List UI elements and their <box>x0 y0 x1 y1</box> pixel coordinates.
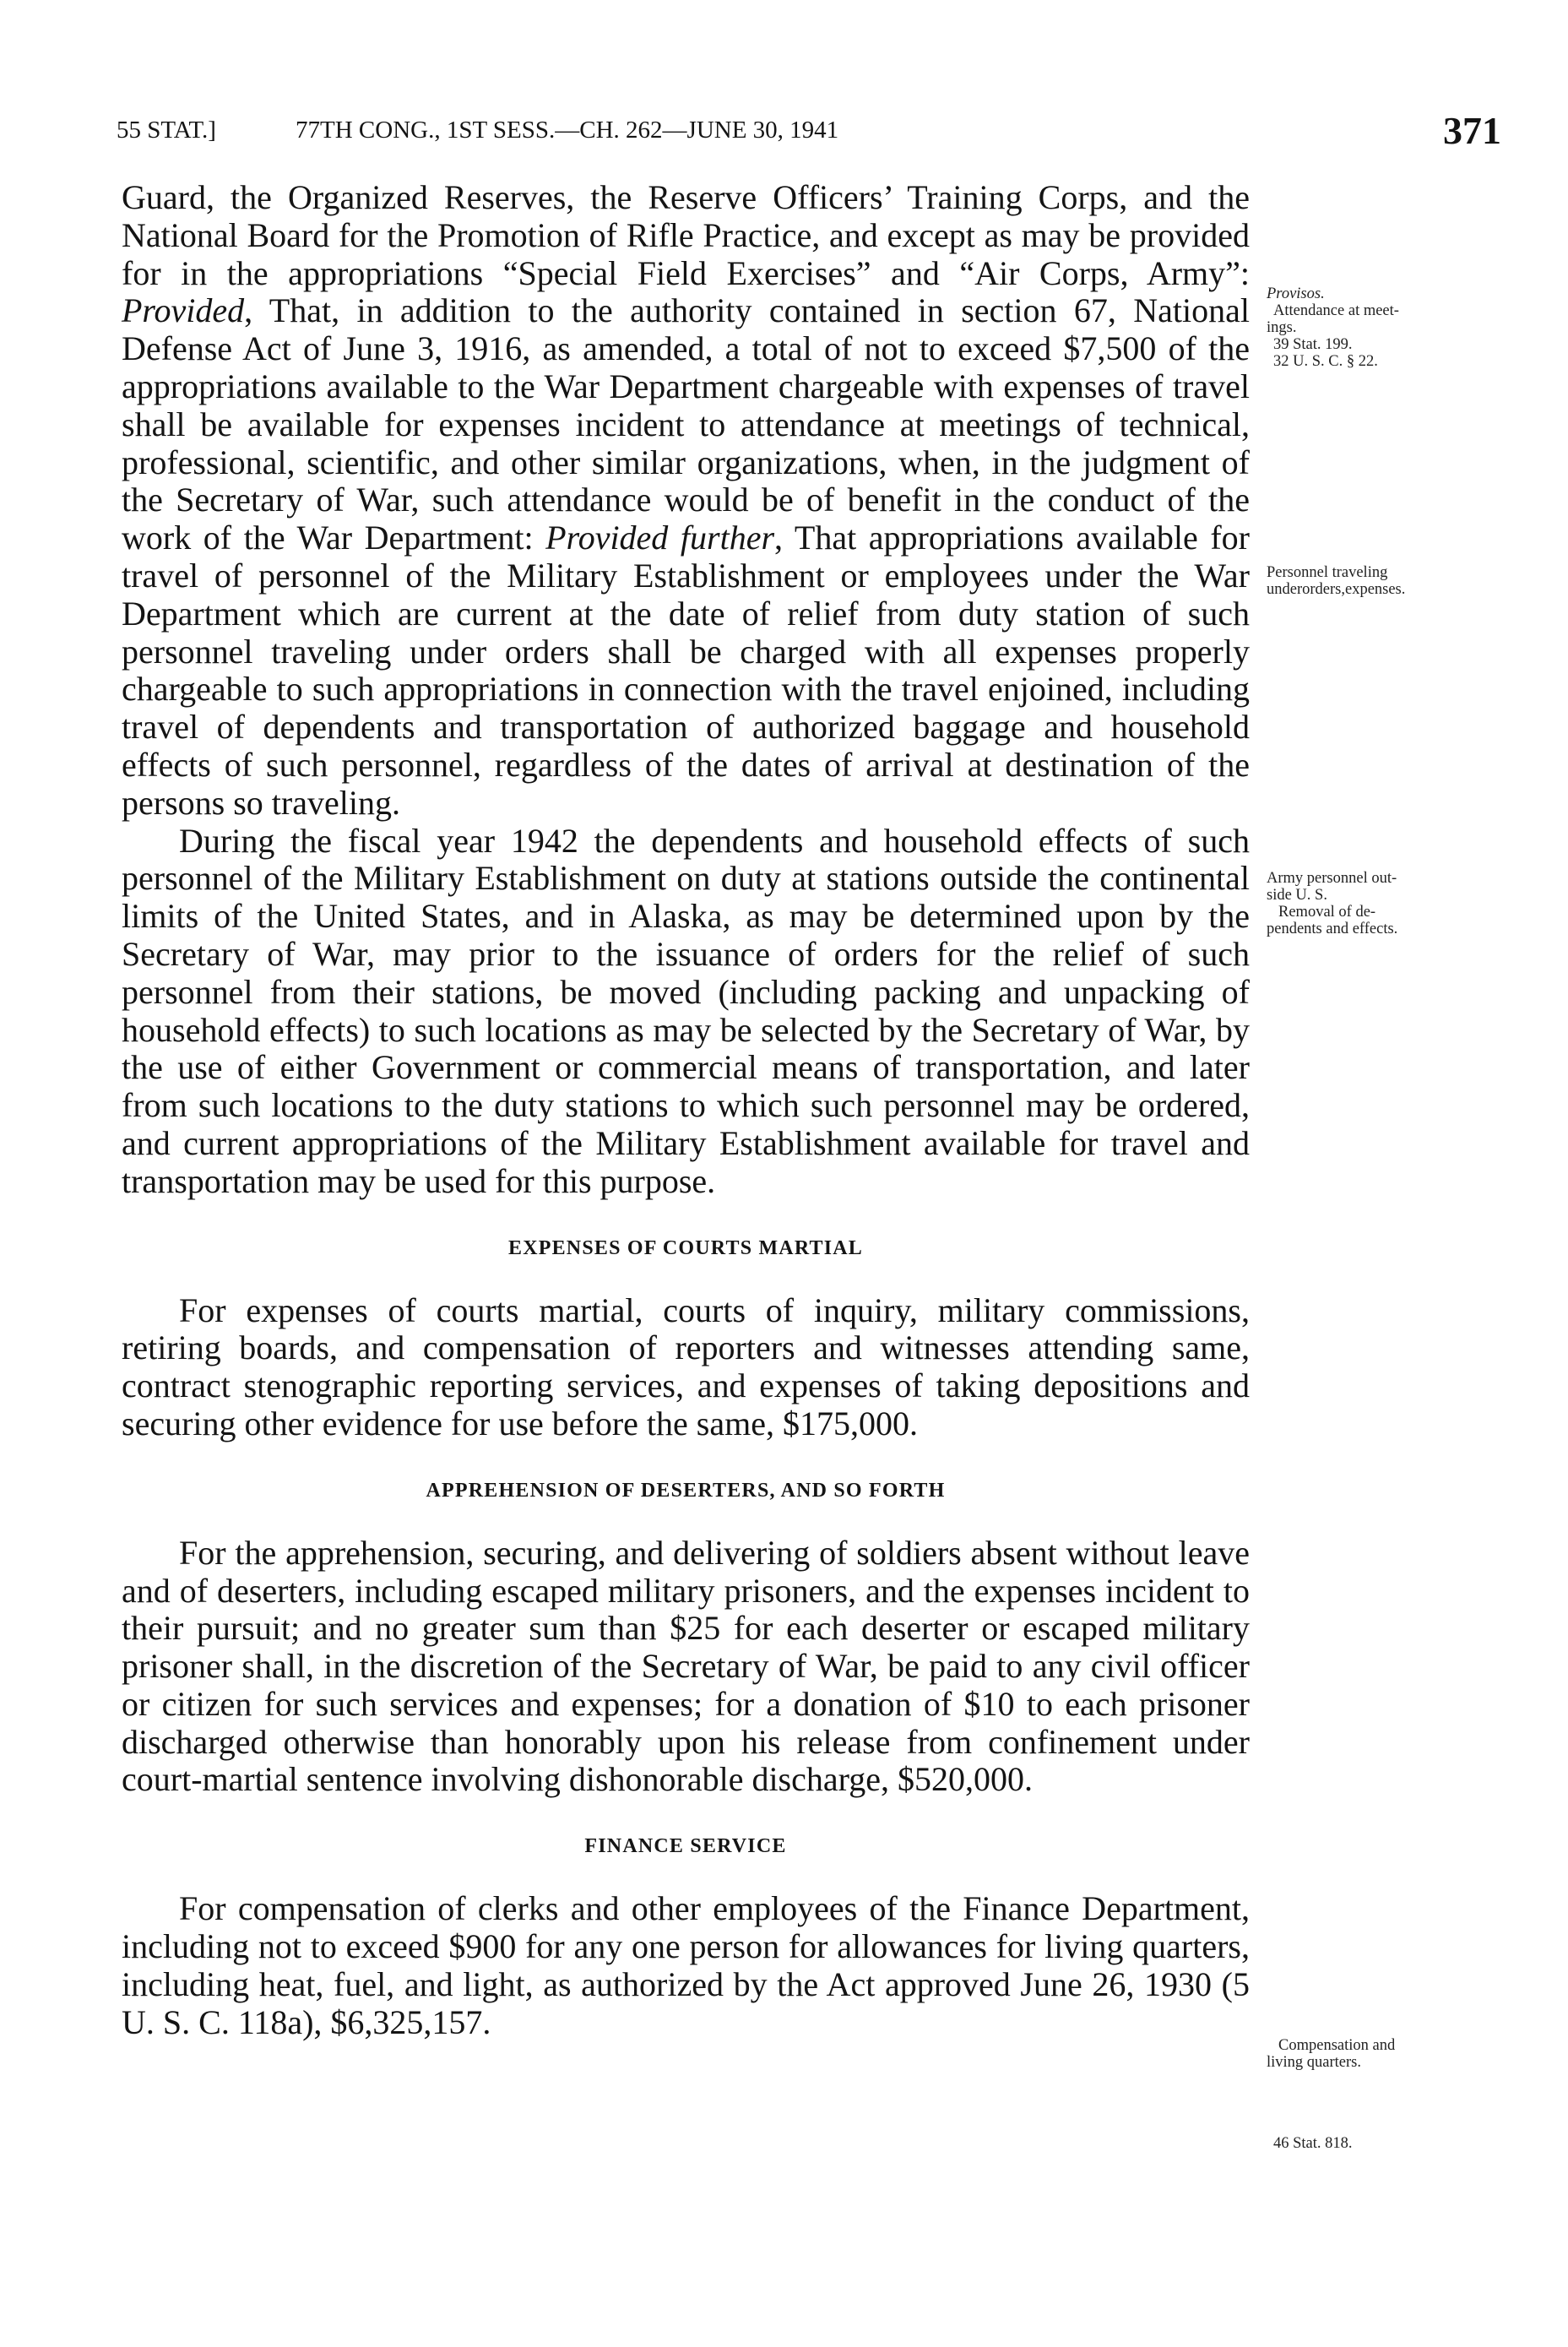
text-run: , That appropriations available for travel of personnel of the Military Establishment or employees under the War Department which are current at the date of relief from duty station of such personnel traveling under orders shall be charged with all expenses properly chargeable to such appropriations in connection with the travel enjoined, including travel of dependents and transportation of authorized baggage and household effects of such personnel, regardless of the dates of arrival at destination of the persons so traveling. <box>122 519 1251 822</box>
running-header <box>117 108 1501 159</box>
paragraph-finance-service: For compensation of clerks and other employees of the Finance Department, including not to exceed $900 for any one person for allowances for living quarters, including heat, fuel, and light, as authorized by the Act approved June 26, 1930 (5 U. S. C. 118a), $6,325,157. <box>122 1889 1250 2041</box>
sidenote-compensation <box>1267 2037 1520 2071</box>
sidenote-provisos <box>1267 285 1520 370</box>
text-run: , That, in addition to the authority contained in section 67, National Defense Act of June 3, 1916, as amended, a total of not to exceed $7,500 of the appropriations available to the War Department chargeable with expenses of travel shall be available for expenses incident to attendance at meetings of technical, professional, scientific, and other similar organizations, when, in the judgment of the Secretary of War, such attendance would be of benefit in the conduct of the work of the War Department: <box>122 291 1250 557</box>
sidenote-line: Removal of de- <box>1278 904 1376 921</box>
sidenote-army-personnel <box>1267 870 1520 937</box>
sidenote-line: Personnel traveling <box>1267 564 1388 581</box>
sidenote-line: Army personnel out- <box>1267 870 1397 887</box>
italic-provided: Provided <box>122 291 245 330</box>
sidenote-line: underorders,expenses. <box>1267 581 1406 598</box>
paragraph-deserters: For the apprehension, securing, and delivering of soldiers absent without leave and of deserters, including escaped military prisoners, and the expenses incident to their pursuit; and no greater sum than $25 for each deserter or escaped military prisoner shall, in the discretion of the Secretary of War, be paid to any civil officer or citizen for such services and expenses; for a donation of $10 to each prisoner discharged otherwise than honorably upon his release from confinement under court-martial sentence involving dishonorable discharge, $520,000. <box>122 1533 1250 1799</box>
main-text <box>122 179 1250 2041</box>
session-chapter-line: 77TH CONG., 1ST SESS.—CH. 262—JUNE 30, 1941 <box>296 117 839 144</box>
italic-provided-further: Provided further <box>545 519 775 557</box>
statute-volume: 55 STAT.] <box>117 117 216 144</box>
sidenote-line: living quarters. <box>1267 2054 1362 2071</box>
sidenote-citation: 39 Stat. 199. <box>1273 336 1353 353</box>
sidenote-line: ings. <box>1267 319 1297 336</box>
section-heading-deserters: APPREHENSION OF DESERTERS, AND SO FORTH <box>426 1479 946 1502</box>
sidenote-line: Compensation and <box>1278 2037 1396 2054</box>
section-heading-courts-martial: EXPENSES OF COURTS MARTIAL <box>507 1236 864 1259</box>
paragraph-courts-martial: For expenses of courts martial, courts of inquiry, military commissions, retiring boards, and compensation of reporters and witnesses attending same, contract stenographic reporting services, and expenses of taking depositions and securing other evidence for use before the same, $175,000. <box>122 1290 1250 1442</box>
page-number: 371 <box>1443 109 1501 152</box>
sidenote-line: pendents and effects. <box>1267 921 1398 937</box>
sidenote-citation: 32 U. S. C. § 22. <box>1273 353 1378 370</box>
sidenote-line: Provisos. <box>1267 285 1325 302</box>
sidenote-citation: 46 Stat. 818. <box>1273 2135 1353 2152</box>
paragraph-fiscal-1942: During the fiscal year 1942 the dependents and household effects of such personnel of the Military Establishment on duty at stations outside the continental limits of the United States, and in Alaska, as may be determined upon by the Secretary of War, may prior to the issuance of orders for the relief of such personnel from their stations, be moved (including packing and unpacking of household effects) to such locations as may be selected by the Secretary of War, by the use of either Government or commercial means of transportation, and later from such locations to the duty stations to which such personnel may be ordered, and current appropriations of the Military Establishment available for travel and transportation may be used for this purpose. <box>122 821 1250 1200</box>
paragraph-travel-provisos <box>122 179 1250 823</box>
sidenote-personnel-traveling <box>1267 564 1495 598</box>
sidenote-line: side U. S. <box>1267 887 1327 904</box>
sidenote-line: Attendance at meet- <box>1273 302 1399 319</box>
section-heading-finance-service: FINANCE SERVICE <box>584 1835 787 1858</box>
text-run: Guard, the Organized Reserves, the Reserve Officers’ Training Corps, and the National Board for the Promotion of Rifle Practice, and except as may be provided for in the appropriations “Special Field Exercises” and “Air Corps, Army”: <box>122 178 1250 292</box>
sidenote-46-stat <box>1267 2135 1520 2152</box>
